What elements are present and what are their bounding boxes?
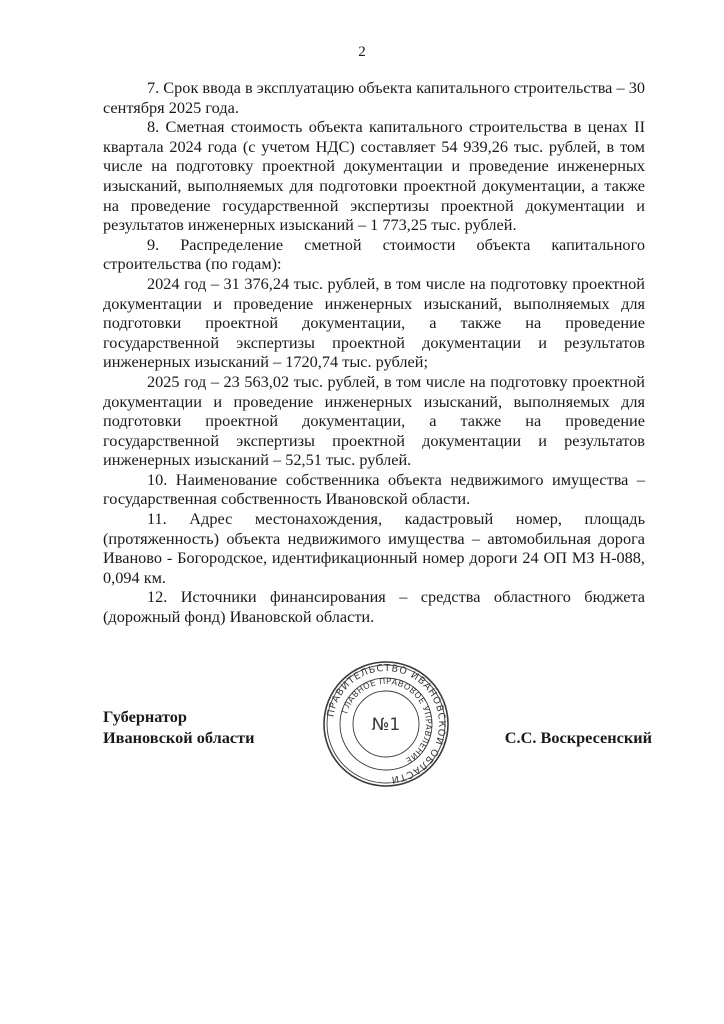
paragraph-item-12: 12. Источники финансирования – средства областного бюджета (дорожный фонд) Ивановской области. [103,587,645,627]
paragraph-year-2025: 2025 год – 23 563,02 тыс. рублей, в том числе на подготовку проектной документации и проведение инженерных изысканий, выполняемых для подготовки проектной документации, а также на проведение государственной экспертизы проектной документации и результатов инженерных изысканий – 52,51 тыс. рублей. [103,371,645,470]
official-seal [322,660,450,788]
signatory-region: Ивановской области [103,728,255,747]
paragraph-item-11: 11. Адрес местонахождения, кадастровый номер, площадь (протяженность) объекта недвижимого имущества – автомобильная дорога Иваново - Богородское, идентификационный номер дороги 24 ОП МЗ Н-088, 0,094 км. [103,509,645,587]
seal-number: №1 [371,715,401,735]
seal-graphic [322,660,450,788]
signatory-name: С.С. Воскресенский [504,728,652,747]
paragraph-item-9: 9. Распределение сметной стоимости объекта капитального строительства (по годам): [103,234,645,274]
signatory-title: Губернатор [103,707,187,726]
paragraph-item-10: 10. Наименование собственника объекта недвижимого имущества – государственная собственность Ивановской области. [103,469,645,509]
signatory-position [103,706,254,748]
seal-inner-text: ГЛАВНОЕ ПРАВОВОЕ УПРАВЛЕНИЕ [339,675,435,767]
paragraph-item-8: 8. Сметная стоимость объекта капитального строительства в ценах II квартала 2024 года (с учетом НДС) составляет 54 939,26 тыс. рублей, в том числе на подготовку проектной документации и проведение инженерных изысканий, выполняемых для подготовки проектной документации, а также на проведение государственной экспертизы проектной документации и результатов инженерных изысканий – 1 773,25 тыс. рублей. [103,117,645,235]
paragraph-year-2024: 2024 год – 31 376,24 тыс. рублей, в том числе на подготовку проектной документации и проведение инженерных изысканий, выполняемых для подготовки проектной документации, а также на проведение государственной экспертизы проектной документации и результатов инженерных изысканий – 1720,74 тыс. рублей; [103,273,645,372]
paragraph-item-7: 7. Срок ввода в эксплуатацию объекта капитального строительства – 30 сентября 2025 года. [103,78,645,117]
document-body [103,78,645,627]
seal-ring-text: ПРАВИТЕЛЬСТВО ИВАНОВСКОЙ ОБЛАСТИ [325,662,448,785]
page-number: 2 [358,44,366,60]
